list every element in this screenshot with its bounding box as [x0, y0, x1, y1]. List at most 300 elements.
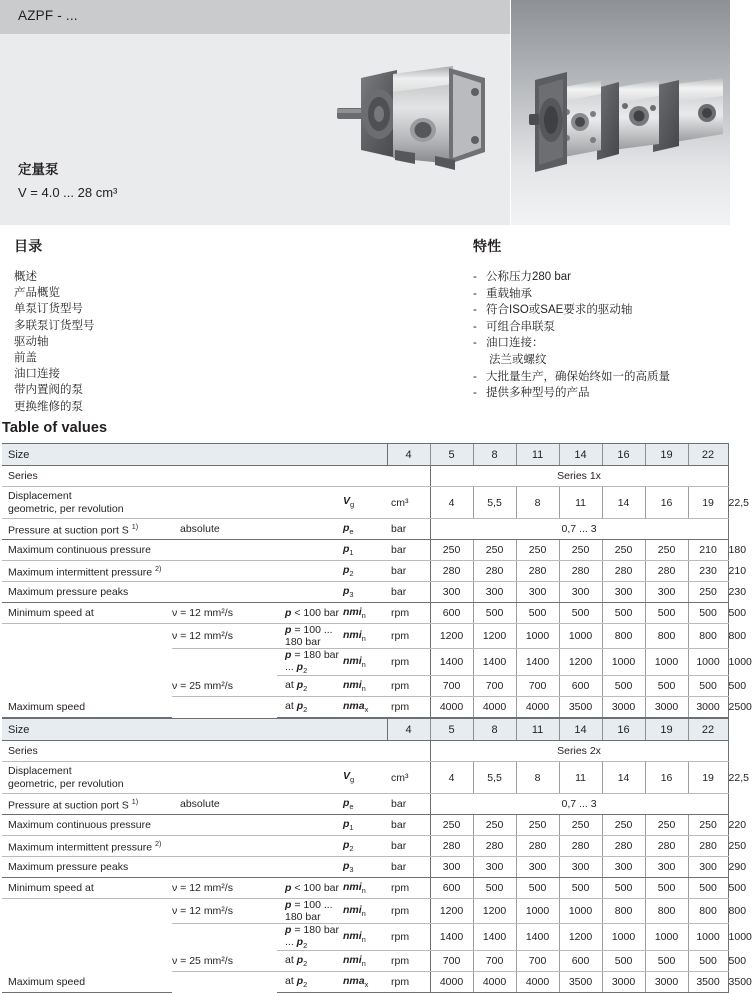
symbol-cell: nmi$_n$: [339, 878, 387, 899]
row-label-line2: geometric, per revolution: [8, 777, 124, 790]
features-section: [473, 236, 723, 402]
row-label: [2, 649, 172, 676]
value-cell: 250: [473, 540, 516, 561]
unit-cell: rpm: [387, 624, 430, 649]
table-of-values-heading: Table of values: [2, 420, 113, 436]
viscosity-label: [172, 924, 277, 951]
symbol-cell: nmi$_n$: [339, 649, 387, 676]
condition-label: at $p_2$: [277, 972, 339, 993]
bullet-dash-icon: -: [473, 387, 477, 400]
value-cell: 700: [430, 676, 473, 697]
spacer-cell: [277, 519, 339, 540]
value-cell: 1400: [473, 649, 516, 676]
unit-cell: rpm: [387, 878, 430, 899]
bullet-dash-icon: -: [473, 370, 477, 383]
spacer-cell: [277, 561, 339, 582]
feature-label: 油口连接：: [486, 337, 544, 350]
value-cell: 280: [473, 561, 516, 582]
value-cell: 1200: [473, 624, 516, 649]
toc-item[interactable]: 单泵订货型号: [14, 303, 83, 316]
unit-cell: rpm: [387, 676, 430, 697]
table-row: Maximum pressure peaks $p_3$ bar 300 300 300 300 300 300 250 230: [2, 582, 728, 603]
value-cell: 1200: [473, 899, 516, 924]
viscosity-label: ν = 25 mm²/s: [172, 676, 277, 697]
viscosity-label: ν = 25 mm²/s: [172, 951, 277, 972]
toc-item[interactable]: 前盖: [14, 352, 37, 365]
value-cell: 300: [602, 857, 645, 878]
unit-cell: [387, 466, 430, 487]
row-label: Minimum speed at: [2, 878, 172, 899]
value-cell: 4000: [473, 972, 516, 993]
symbol-cell: nmi$_n$: [339, 624, 387, 649]
size-header-cell: 19: [645, 719, 688, 741]
value-cell: 500: [645, 951, 688, 972]
symbol-cell: $p_2$: [339, 561, 387, 582]
viscosity-label: ν = 12 mm²/s: [172, 878, 277, 899]
symbol-cell: nma$_x$: [339, 697, 387, 718]
unit-cell: bar: [387, 540, 430, 561]
product-title-bar: [0, 0, 510, 34]
value-cell: 4000: [430, 697, 473, 718]
condition-label: at $p_2$: [277, 676, 339, 697]
value-cell: 250: [473, 815, 516, 836]
value-cell: 700: [430, 951, 473, 972]
condition-label: at $p_2$: [277, 697, 339, 718]
table-header-row: [2, 444, 728, 466]
value-cell: 800: [645, 624, 688, 649]
value-cell: 500: [688, 878, 728, 899]
toc-item[interactable]: 更换维修的泵: [14, 400, 83, 413]
row-label: Series: [2, 741, 172, 762]
spanned-value-cell: 0,7 ... 3: [430, 794, 728, 815]
table-of-contents: [14, 236, 444, 415]
feature-item: [473, 352, 723, 369]
hero-right-panel: [511, 0, 730, 225]
size-header-cell: 4: [387, 719, 430, 741]
value-cell: 250: [430, 815, 473, 836]
table-row: Displacement geometric, per revolution $V_g$ cm³ 4 5,5 8 11 14 16 19 22,5: [2, 762, 728, 794]
unit-cell: bar: [387, 561, 430, 582]
spacer-cell: [277, 487, 339, 519]
spacer-cell: [277, 815, 339, 836]
value-cell: 3000: [645, 697, 688, 718]
symbol-cell: $p_e$: [339, 794, 387, 815]
value-cell: 14: [602, 762, 645, 794]
value-cell: 300: [559, 582, 602, 603]
table-row: Maximum continuous pressure $p_1$ bar 250 250 250 250 250 250 250 220: [2, 815, 728, 836]
table-row: ν = 25 mm²/s at $p_2$ nmi$_n$ rpm 700 700 700 600 500 500 500 500: [2, 676, 728, 697]
value-cell: 1000: [688, 924, 728, 951]
row-sublabel: [172, 815, 277, 836]
value-cell: 3500: [688, 972, 728, 993]
size-header-cell: 14: [559, 719, 602, 741]
value-cell: 8: [516, 762, 559, 794]
spacer-cell: [277, 741, 339, 762]
condition-label: p < 100 bar: [277, 603, 339, 624]
value-cell: 280: [559, 561, 602, 582]
row-sublabel: absolute: [172, 519, 277, 540]
row-label-line1: Displacement: [8, 764, 72, 777]
spanned-value-cell: Series 1x: [430, 466, 728, 487]
toc-list: [14, 269, 444, 415]
spanned-value-cell: Series 2x: [430, 741, 728, 762]
table-row: [2, 741, 728, 762]
value-cell: 300: [430, 582, 473, 603]
value-cell: 280: [602, 836, 645, 857]
spacer-cell: [277, 466, 339, 487]
row-label: Maximum continuous pressure: [2, 815, 172, 836]
value-cell: 500: [602, 603, 645, 624]
unit-cell: cm³: [387, 762, 430, 794]
value-cell: 250: [645, 815, 688, 836]
symbol-cell: nma$_x$: [339, 972, 387, 993]
symbol-cell: [339, 741, 387, 762]
value-cell: 280: [473, 836, 516, 857]
feature-item: [473, 319, 723, 336]
toc-item[interactable]: 油口连接: [14, 368, 60, 381]
row-label: [2, 899, 172, 924]
value-cell: 280: [559, 836, 602, 857]
row-label: Maximum speed: [2, 697, 172, 718]
size-header-cell: 16: [602, 719, 645, 741]
row-sublabel: [172, 857, 277, 878]
value-cell: 500: [645, 603, 688, 624]
value-cell: 250: [559, 540, 602, 561]
value-cell: 4: [430, 487, 473, 519]
value-cell: 3500: [559, 697, 602, 718]
size-header-cell: 4: [387, 444, 430, 466]
value-cell: 16: [645, 487, 688, 519]
value-cell: 1000: [559, 899, 602, 924]
value-cell: 1200: [559, 924, 602, 951]
table-row: Maximum intermittent pressure $^{2)}$ $p_2$ bar 280 280 280 280 280 280 280 250: [2, 836, 728, 857]
spanned-value-cell: 0,7 ... 3: [430, 519, 728, 540]
viscosity-label: ν = 12 mm²/s: [172, 899, 277, 924]
hero-caption-line1: 定量泵: [18, 162, 59, 177]
symbol-cell: nmi$_n$: [339, 924, 387, 951]
value-cell: 600: [559, 676, 602, 697]
value-cell: 280: [430, 836, 473, 857]
feature-item: [473, 286, 723, 303]
value-cell: 19: [688, 762, 728, 794]
value-cell: 1000: [688, 649, 728, 676]
viscosity-label: ν = 12 mm²/s: [172, 624, 277, 649]
hero-caption-line2: V = 4.0 ... 28 cm³: [18, 185, 118, 201]
row-label: [2, 487, 172, 519]
value-cell: 16: [645, 762, 688, 794]
unit-cell: [387, 741, 430, 762]
feature-label: 公称压力280 bar: [486, 271, 572, 283]
value-cell: 500: [688, 951, 728, 972]
value-cell: 280: [516, 836, 559, 857]
row-label: Maximum pressure peaks: [2, 582, 172, 603]
toc-item[interactable]: 带内置阀的泵: [14, 384, 83, 397]
info-columns: [0, 225, 730, 420]
value-cell: 500: [559, 878, 602, 899]
value-cell: 4000: [516, 697, 559, 718]
column-header-size: Size: [2, 719, 387, 741]
row-label: Maximum intermittent pressure $^{2)}$: [2, 836, 172, 857]
row-label: [2, 762, 172, 794]
value-cell: 300: [516, 857, 559, 878]
features-list: [473, 269, 723, 402]
feature-label: 可组合串联泵: [486, 320, 555, 333]
spacer-cell: [277, 794, 339, 815]
unit-cell: rpm: [387, 697, 430, 718]
spacer-cell: [277, 836, 339, 857]
size-header-cell: 5: [430, 719, 473, 741]
row-label: Maximum continuous pressure: [2, 540, 172, 561]
value-cell: 4000: [516, 972, 559, 993]
table-row: ν = 25 mm²/s at $p_2$ nmi$_n$ rpm 700 700 700 600 500 500 500 500: [2, 951, 728, 972]
feature-item: [473, 335, 723, 352]
value-cell: 300: [473, 857, 516, 878]
table-row: Minimum speed at ν = 12 mm²/s p < 100 bar nmi$_n$ rpm 600 500 500 500 500 500 500 500: [2, 603, 728, 624]
feature-label: 符合ISO或SAE要求的驱动轴: [486, 304, 633, 317]
unit-cell: rpm: [387, 603, 430, 624]
unit-cell: rpm: [387, 924, 430, 951]
symbol-cell: nmi$_n$: [339, 899, 387, 924]
viscosity-label: ν = 12 mm²/s: [172, 603, 277, 624]
row-label-line2: geometric, per revolution: [8, 502, 124, 515]
feature-label: 法兰或螺纹: [489, 353, 547, 366]
spacer-cell: [277, 582, 339, 603]
feature-item: [473, 269, 723, 286]
row-label: Maximum intermittent pressure $^{2)}$: [2, 561, 172, 582]
feature-label: 重载轴承: [486, 287, 532, 300]
unit-cell: rpm: [387, 972, 430, 993]
viscosity-label: [172, 649, 277, 676]
row-label: Maximum pressure peaks: [2, 857, 172, 878]
row-sublabel: [172, 741, 277, 762]
row-sublabel: [172, 582, 277, 603]
symbol-cell: $p_2$: [339, 836, 387, 857]
row-label: [2, 624, 172, 649]
symbol-cell: nmi$_n$: [339, 676, 387, 697]
toc-item[interactable]: 概述: [14, 271, 37, 283]
table-row: ν = 12 mm²/s p = 100 ... 180 bar nmi$_n$ rpm 1200 1200 1000 1000 800 800 800 800: [2, 624, 728, 649]
symbol-cell: $p_1$: [339, 540, 387, 561]
feature-item: [473, 369, 723, 386]
value-cell: 500: [602, 878, 645, 899]
unit-cell: bar: [387, 836, 430, 857]
value-cell: 300: [516, 582, 559, 603]
value-cell: 250: [645, 540, 688, 561]
value-cell: 500: [688, 676, 728, 697]
value-cell: 300: [688, 857, 728, 878]
value-cell: 3000: [602, 972, 645, 993]
size-header-cell: 22: [688, 719, 728, 741]
condition-label: p = 100 ... 180 bar: [277, 624, 339, 649]
unit-cell: bar: [387, 519, 430, 540]
value-cell: 1000: [602, 649, 645, 676]
table-row: Maximum pressure peaks $p_3$ bar 300 300 300 300 300 300 300 290: [2, 857, 728, 878]
value-cell: 3000: [645, 972, 688, 993]
table-row: [2, 519, 728, 540]
spacer-cell: [277, 762, 339, 794]
value-cell: 600: [430, 878, 473, 899]
value-cell: 210: [688, 540, 728, 561]
bullet-dash-icon: -: [473, 304, 477, 317]
feature-item: [473, 385, 723, 402]
table-row: p = 180 bar ... $p_2$ nmi$_n$ rpm 1400 1400 1400 1200 1000 1000 1000 1000: [2, 649, 728, 676]
bullet-dash-icon: -: [473, 287, 477, 300]
value-cell: 1000: [516, 899, 559, 924]
value-cell: 8: [516, 487, 559, 519]
value-cell: 1000: [645, 924, 688, 951]
value-cell: 250: [430, 540, 473, 561]
row-label: Maximum speed: [2, 972, 172, 993]
row-label: Series: [2, 466, 172, 487]
condition-label: p = 180 bar ... $p_2$: [277, 649, 339, 676]
value-cell: 1400: [516, 924, 559, 951]
unit-cell: bar: [387, 794, 430, 815]
row-sublabel: [172, 540, 277, 561]
hero-caption: [18, 160, 117, 203]
row-label: Minimum speed at: [2, 603, 172, 624]
table-row: [2, 466, 728, 487]
value-cell: 280: [602, 561, 645, 582]
single-gear-pump-photo: [335, 52, 507, 172]
row-label-line1: Displacement: [8, 489, 72, 502]
size-header-cell: 8: [473, 719, 516, 741]
condition-label: p < 100 bar: [277, 878, 339, 899]
value-cell: 300: [645, 857, 688, 878]
table-row: p = 180 bar ... $p_2$ nmi$_n$ rpm 1400 1400 1400 1200 1000 1000 1000 1000: [2, 924, 728, 951]
value-cell: 300: [645, 582, 688, 603]
column-header-size: Size: [2, 444, 387, 466]
value-cell: 500: [645, 676, 688, 697]
table-row: Maximum speed at $p_2$ nma$_x$ rpm 4000 4000 4000 3500 3000 3000 3000 2500: [2, 697, 728, 718]
value-cell: 11: [559, 487, 602, 519]
row-label: Pressure at suction port S $^{1)}$: [2, 794, 172, 815]
value-cell: 700: [473, 951, 516, 972]
condition-label: p = 180 bar ... $p_2$: [277, 924, 339, 951]
multiple-gear-pump-photo: [527, 58, 732, 178]
value-cell: 11: [559, 762, 602, 794]
value-cell: 1000: [602, 924, 645, 951]
value-cell: 1200: [559, 649, 602, 676]
value-cell: 280: [688, 836, 728, 857]
value-cell: 300: [559, 857, 602, 878]
unit-cell: rpm: [387, 649, 430, 676]
value-cell: 800: [645, 899, 688, 924]
value-cell: 500: [602, 951, 645, 972]
value-cell: 3000: [688, 697, 728, 718]
value-cell: 250: [516, 815, 559, 836]
symbol-cell: $p_1$: [339, 815, 387, 836]
value-cell: 250: [688, 582, 728, 603]
value-cell: 3500: [559, 972, 602, 993]
value-cell: 500: [516, 878, 559, 899]
size-header-cell: 14: [559, 444, 602, 466]
values-table-series-2x: [2, 718, 752, 993]
value-cell: 800: [602, 624, 645, 649]
value-cell: 1000: [645, 649, 688, 676]
symbol-cell: $V_g$: [339, 762, 387, 794]
value-cell: 280: [430, 561, 473, 582]
value-cell: 280: [516, 561, 559, 582]
table-header-row: [2, 719, 728, 741]
spacer-cell: [277, 540, 339, 561]
row-label: [2, 924, 172, 951]
value-cell: 700: [516, 951, 559, 972]
bullet-dash-icon: -: [473, 337, 477, 350]
table-row: ν = 12 mm²/s p = 100 ... 180 bar nmi$_n$ rpm 1200 1200 1000 1000 800 800 800 800: [2, 899, 728, 924]
table-row: Maximum continuous pressure $p_1$ bar 250 250 250 250 250 250 210 180: [2, 540, 728, 561]
symbol-cell: $p_e$: [339, 519, 387, 540]
symbol-cell: $V_g$: [339, 487, 387, 519]
unit-cell: bar: [387, 582, 430, 603]
symbol-cell: nmi$_n$: [339, 603, 387, 624]
value-cell: 1400: [516, 649, 559, 676]
toc-heading: 目录: [14, 238, 43, 254]
row-sublabel: absolute: [172, 794, 277, 815]
value-cell: 500: [516, 603, 559, 624]
table-row: Maximum intermittent pressure $^{2)}$ $p_2$ bar 280 280 280 280 280 280 230 210: [2, 561, 728, 582]
value-cell: 4000: [430, 972, 473, 993]
value-cell: 19: [688, 487, 728, 519]
size-header-cell: 16: [602, 444, 645, 466]
value-cell: 700: [516, 676, 559, 697]
size-header-cell: 19: [645, 444, 688, 466]
value-cell: 300: [473, 582, 516, 603]
features-heading: 特性: [473, 238, 502, 254]
value-cell: 500: [688, 603, 728, 624]
viscosity-label: [172, 697, 277, 718]
value-cell: 3000: [602, 697, 645, 718]
value-cell: 500: [602, 676, 645, 697]
size-header-cell: 8: [473, 444, 516, 466]
feature-label: 提供多种型号的产品: [486, 387, 590, 400]
value-cell: 4000: [473, 697, 516, 718]
symbol-cell: $p_3$: [339, 582, 387, 603]
row-label: [2, 951, 172, 972]
value-cell: 800: [688, 624, 728, 649]
toc-item[interactable]: 产品概览: [14, 287, 60, 300]
row-label: Pressure at suction port S $^{1)}$: [2, 519, 172, 540]
feature-label: 大批量生产，确保始终如一的高质量: [486, 370, 670, 383]
row-sublabel: [172, 762, 277, 794]
value-cell: 700: [473, 676, 516, 697]
value-cell: 600: [559, 951, 602, 972]
value-cell: 500: [473, 603, 516, 624]
value-cell: 800: [602, 899, 645, 924]
condition-label: at $p_2$: [277, 951, 339, 972]
table-row: [2, 794, 728, 815]
value-cell: 500: [645, 878, 688, 899]
value-cell: 600: [430, 603, 473, 624]
symbol-cell: $p_3$: [339, 857, 387, 878]
bullet-dash-icon: -: [473, 271, 477, 283]
size-header-cell: 11: [516, 719, 559, 741]
symbol-cell: nmi$_n$: [339, 951, 387, 972]
value-cell: 300: [430, 857, 473, 878]
toc-item[interactable]: 多联泵订货型号: [14, 319, 95, 332]
table-row: Displacement geometric, per revolution $V_g$ cm³ 4 5,5 8 11 14 16 19 22,5: [2, 487, 728, 519]
value-cell: 14: [602, 487, 645, 519]
size-header-cell: 5: [430, 444, 473, 466]
feature-item: [473, 302, 723, 319]
unit-cell: rpm: [387, 951, 430, 972]
value-cell: 250: [602, 815, 645, 836]
page-title: AZPF - ...: [18, 8, 78, 23]
unit-cell: cm³: [387, 487, 430, 519]
value-cell: 230: [688, 561, 728, 582]
toc-item[interactable]: 驱动轴: [14, 335, 49, 348]
table-row: Maximum speed at $p_2$ nma$_x$ rpm 4000 4000 4000 3500 3000 3000 3500 3500: [2, 972, 728, 993]
value-cell: 250: [559, 815, 602, 836]
